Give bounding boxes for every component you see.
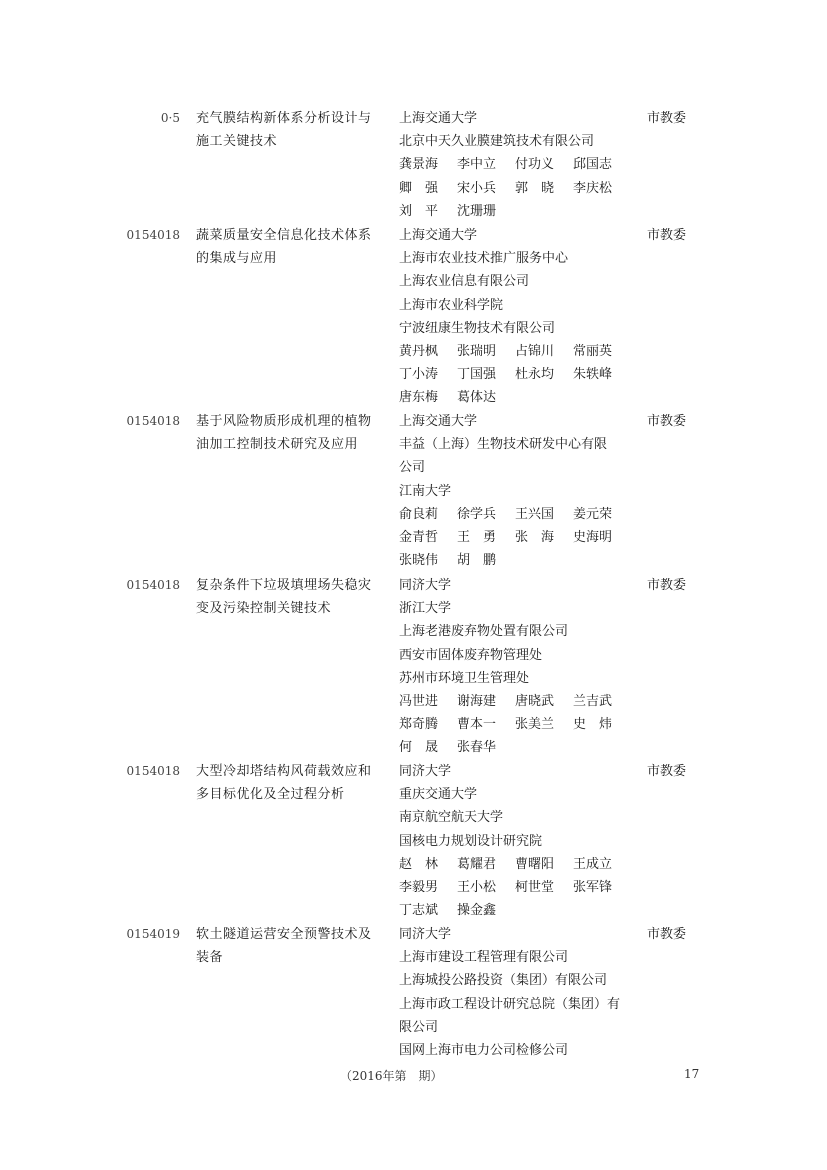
person-name: 兰吉武	[573, 694, 613, 710]
title-line: 油加工控制技术研究及应用	[196, 437, 359, 453]
person-name: 黄丹枫	[399, 344, 439, 360]
unit-name: 上海城投公路投资（集团）有限公司	[399, 973, 608, 989]
people-row	[399, 899, 639, 922]
person-name: 张瑞明	[457, 344, 497, 360]
project-title	[196, 760, 388, 806]
person-name: 常丽英	[573, 344, 613, 360]
person-name: 金青哲	[399, 530, 439, 546]
units-and-people	[399, 224, 639, 410]
person-name: 胡 鹏	[457, 553, 497, 569]
person-name: 李毅男	[399, 880, 439, 896]
unit-name: 上海交通大学	[399, 228, 478, 243]
units-and-people	[399, 410, 639, 572]
unit-name: 同济大学	[399, 927, 452, 942]
project-title	[196, 410, 388, 456]
person-name: 张美兰	[515, 717, 555, 733]
title-line: 大型冷却塔结构风荷载效应和	[196, 764, 372, 779]
unit-name: 国网上海市电力公司检修公司	[399, 1043, 569, 1059]
people-row	[399, 526, 639, 549]
person-name: 邱国志	[573, 157, 613, 173]
person-name: 王 勇	[457, 530, 497, 546]
person-name: 张春华	[457, 740, 497, 756]
person-name: 何 晟	[399, 740, 439, 756]
unit-name: 上海老港废弃物处置有限公司	[399, 624, 569, 640]
title-line: 多目标优化及全过程分析	[196, 787, 345, 803]
person-name: 郭 晓	[515, 180, 555, 196]
title-line: 基于风险物质形成机理的植物	[196, 414, 372, 429]
unit-name: 丰益（上海）生物技术研发中心有限	[399, 437, 608, 453]
people-row	[399, 853, 639, 876]
recommender: 市教委	[647, 414, 687, 429]
person-name: 丁国强	[457, 367, 497, 383]
issue-label: （2016年第 期）	[340, 1069, 443, 1083]
person-name: 卿 强	[399, 180, 439, 196]
person-name: 葛体达	[457, 390, 497, 406]
unit-name: 南京航空航天大学	[399, 810, 504, 826]
person-name: 占锦川	[515, 344, 555, 360]
title-line: 施工关键技术	[196, 134, 278, 150]
units-and-people	[399, 107, 639, 223]
unit-name: 同济大学	[399, 578, 452, 593]
entry-number: 0154018	[126, 414, 180, 428]
person-name: 张晓伟	[399, 553, 439, 569]
person-name: 王兴国	[515, 506, 555, 522]
recommender: 市教委	[647, 111, 687, 126]
unit-name: 苏州市环境卫生管理处	[399, 670, 530, 686]
unit-name: 西安市固体废弃物管理处	[399, 647, 543, 663]
recommender: 市教委	[647, 578, 687, 593]
unit-name: 上海市农业技术推广服务中心	[399, 251, 569, 267]
unit-name: 浙江大学	[399, 601, 452, 617]
entry-number: 0154018	[126, 228, 180, 242]
unit-name: 上海交通大学	[399, 111, 478, 126]
person-name: 刘 平	[399, 203, 439, 219]
unit-name: 重庆交通大学	[399, 787, 478, 803]
project-title	[196, 923, 388, 969]
person-name: 李庆松	[573, 180, 613, 196]
entry-number: 0·5	[160, 111, 180, 125]
title-line: 复杂条件下垃圾填埋场失稳灾	[196, 578, 372, 593]
people-row	[399, 549, 639, 572]
title-line: 软土隧道运营安全预警技术及	[196, 927, 372, 942]
person-name: 沈珊珊	[457, 203, 497, 219]
person-name: 操金鑫	[457, 903, 497, 919]
person-name: 张 海	[515, 530, 555, 546]
people-row	[399, 153, 639, 176]
person-name: 李中立	[457, 157, 497, 173]
units-and-people	[399, 760, 639, 922]
unit-name: 限公司	[399, 1019, 439, 1035]
people-row	[399, 200, 639, 223]
person-name: 唐晓武	[515, 694, 555, 710]
person-name: 唐东梅	[399, 390, 439, 406]
project-title	[196, 574, 388, 620]
person-name: 郑奇腾	[399, 717, 439, 733]
person-name: 付功义	[515, 157, 555, 173]
unit-name: 上海市政工程设计研究总院（集团）有	[399, 996, 621, 1012]
project-title	[196, 107, 388, 153]
recommender: 市教委	[647, 228, 687, 243]
entry-number: 0154019	[126, 927, 180, 941]
title-line: 装备	[196, 950, 224, 966]
people-row	[399, 713, 639, 736]
entry-number: 0154018	[126, 764, 180, 778]
person-name: 史海明	[573, 530, 613, 546]
title-line: 变及污染控制关键技术	[196, 601, 332, 617]
unit-name: 江南大学	[399, 483, 452, 499]
unit-name: 国核电力规划设计研究院	[399, 833, 543, 849]
unit-name: 宁波纽康生物技术有限公司	[399, 320, 556, 336]
person-name: 柯世堂	[515, 880, 555, 896]
person-name: 史 炜	[573, 717, 613, 733]
person-name: 丁小涛	[399, 367, 439, 383]
people-row	[399, 177, 639, 200]
unit-name: 北京中天久业膜建筑技术有限公司	[399, 134, 595, 150]
unit-name: 同济大学	[399, 764, 452, 779]
person-name: 王小松	[457, 880, 497, 896]
title-line: 的集成与应用	[196, 251, 278, 267]
people-row	[399, 340, 639, 363]
person-name: 张军锋	[573, 880, 613, 896]
person-name: 杜永均	[515, 367, 555, 383]
person-name: 曹本一	[457, 717, 497, 733]
people-row	[399, 690, 639, 713]
person-name: 徐学兵	[457, 506, 497, 522]
unit-name: 上海市农业科学院	[399, 297, 504, 313]
title-line: 充气膜结构新体系分析设计与	[196, 111, 372, 126]
project-title	[196, 224, 388, 270]
title-line: 蔬菜质量安全信息化技术体系	[196, 228, 372, 243]
person-name: 丁志斌	[399, 903, 439, 919]
person-name: 俞良莉	[399, 506, 439, 522]
person-name: 冯世进	[399, 694, 439, 710]
person-name: 姜元荣	[573, 506, 613, 522]
page-number: 17	[684, 1067, 700, 1081]
unit-name: 公司	[399, 460, 426, 476]
person-name: 赵 林	[399, 856, 439, 872]
recommender: 市教委	[647, 764, 687, 779]
person-name: 宋小兵	[457, 180, 497, 196]
people-row	[399, 736, 639, 759]
unit-name: 上海交通大学	[399, 414, 478, 429]
unit-name: 上海市建设工程管理有限公司	[399, 950, 569, 966]
person-name: 朱轶峰	[573, 367, 613, 383]
people-row	[399, 363, 639, 386]
units-and-people	[399, 574, 639, 760]
person-name: 龚景海	[399, 157, 439, 173]
people-row	[399, 876, 639, 899]
person-name: 曹曙阳	[515, 856, 555, 872]
unit-name: 上海农业信息有限公司	[399, 274, 530, 290]
person-name: 谢海建	[457, 694, 497, 710]
entry-number: 0154018	[126, 578, 180, 592]
person-name: 葛耀君	[457, 856, 497, 872]
units-and-people	[399, 923, 639, 1062]
people-row	[399, 386, 639, 409]
person-name: 王成立	[573, 856, 613, 872]
recommender: 市教委	[647, 927, 687, 942]
people-row	[399, 503, 639, 526]
